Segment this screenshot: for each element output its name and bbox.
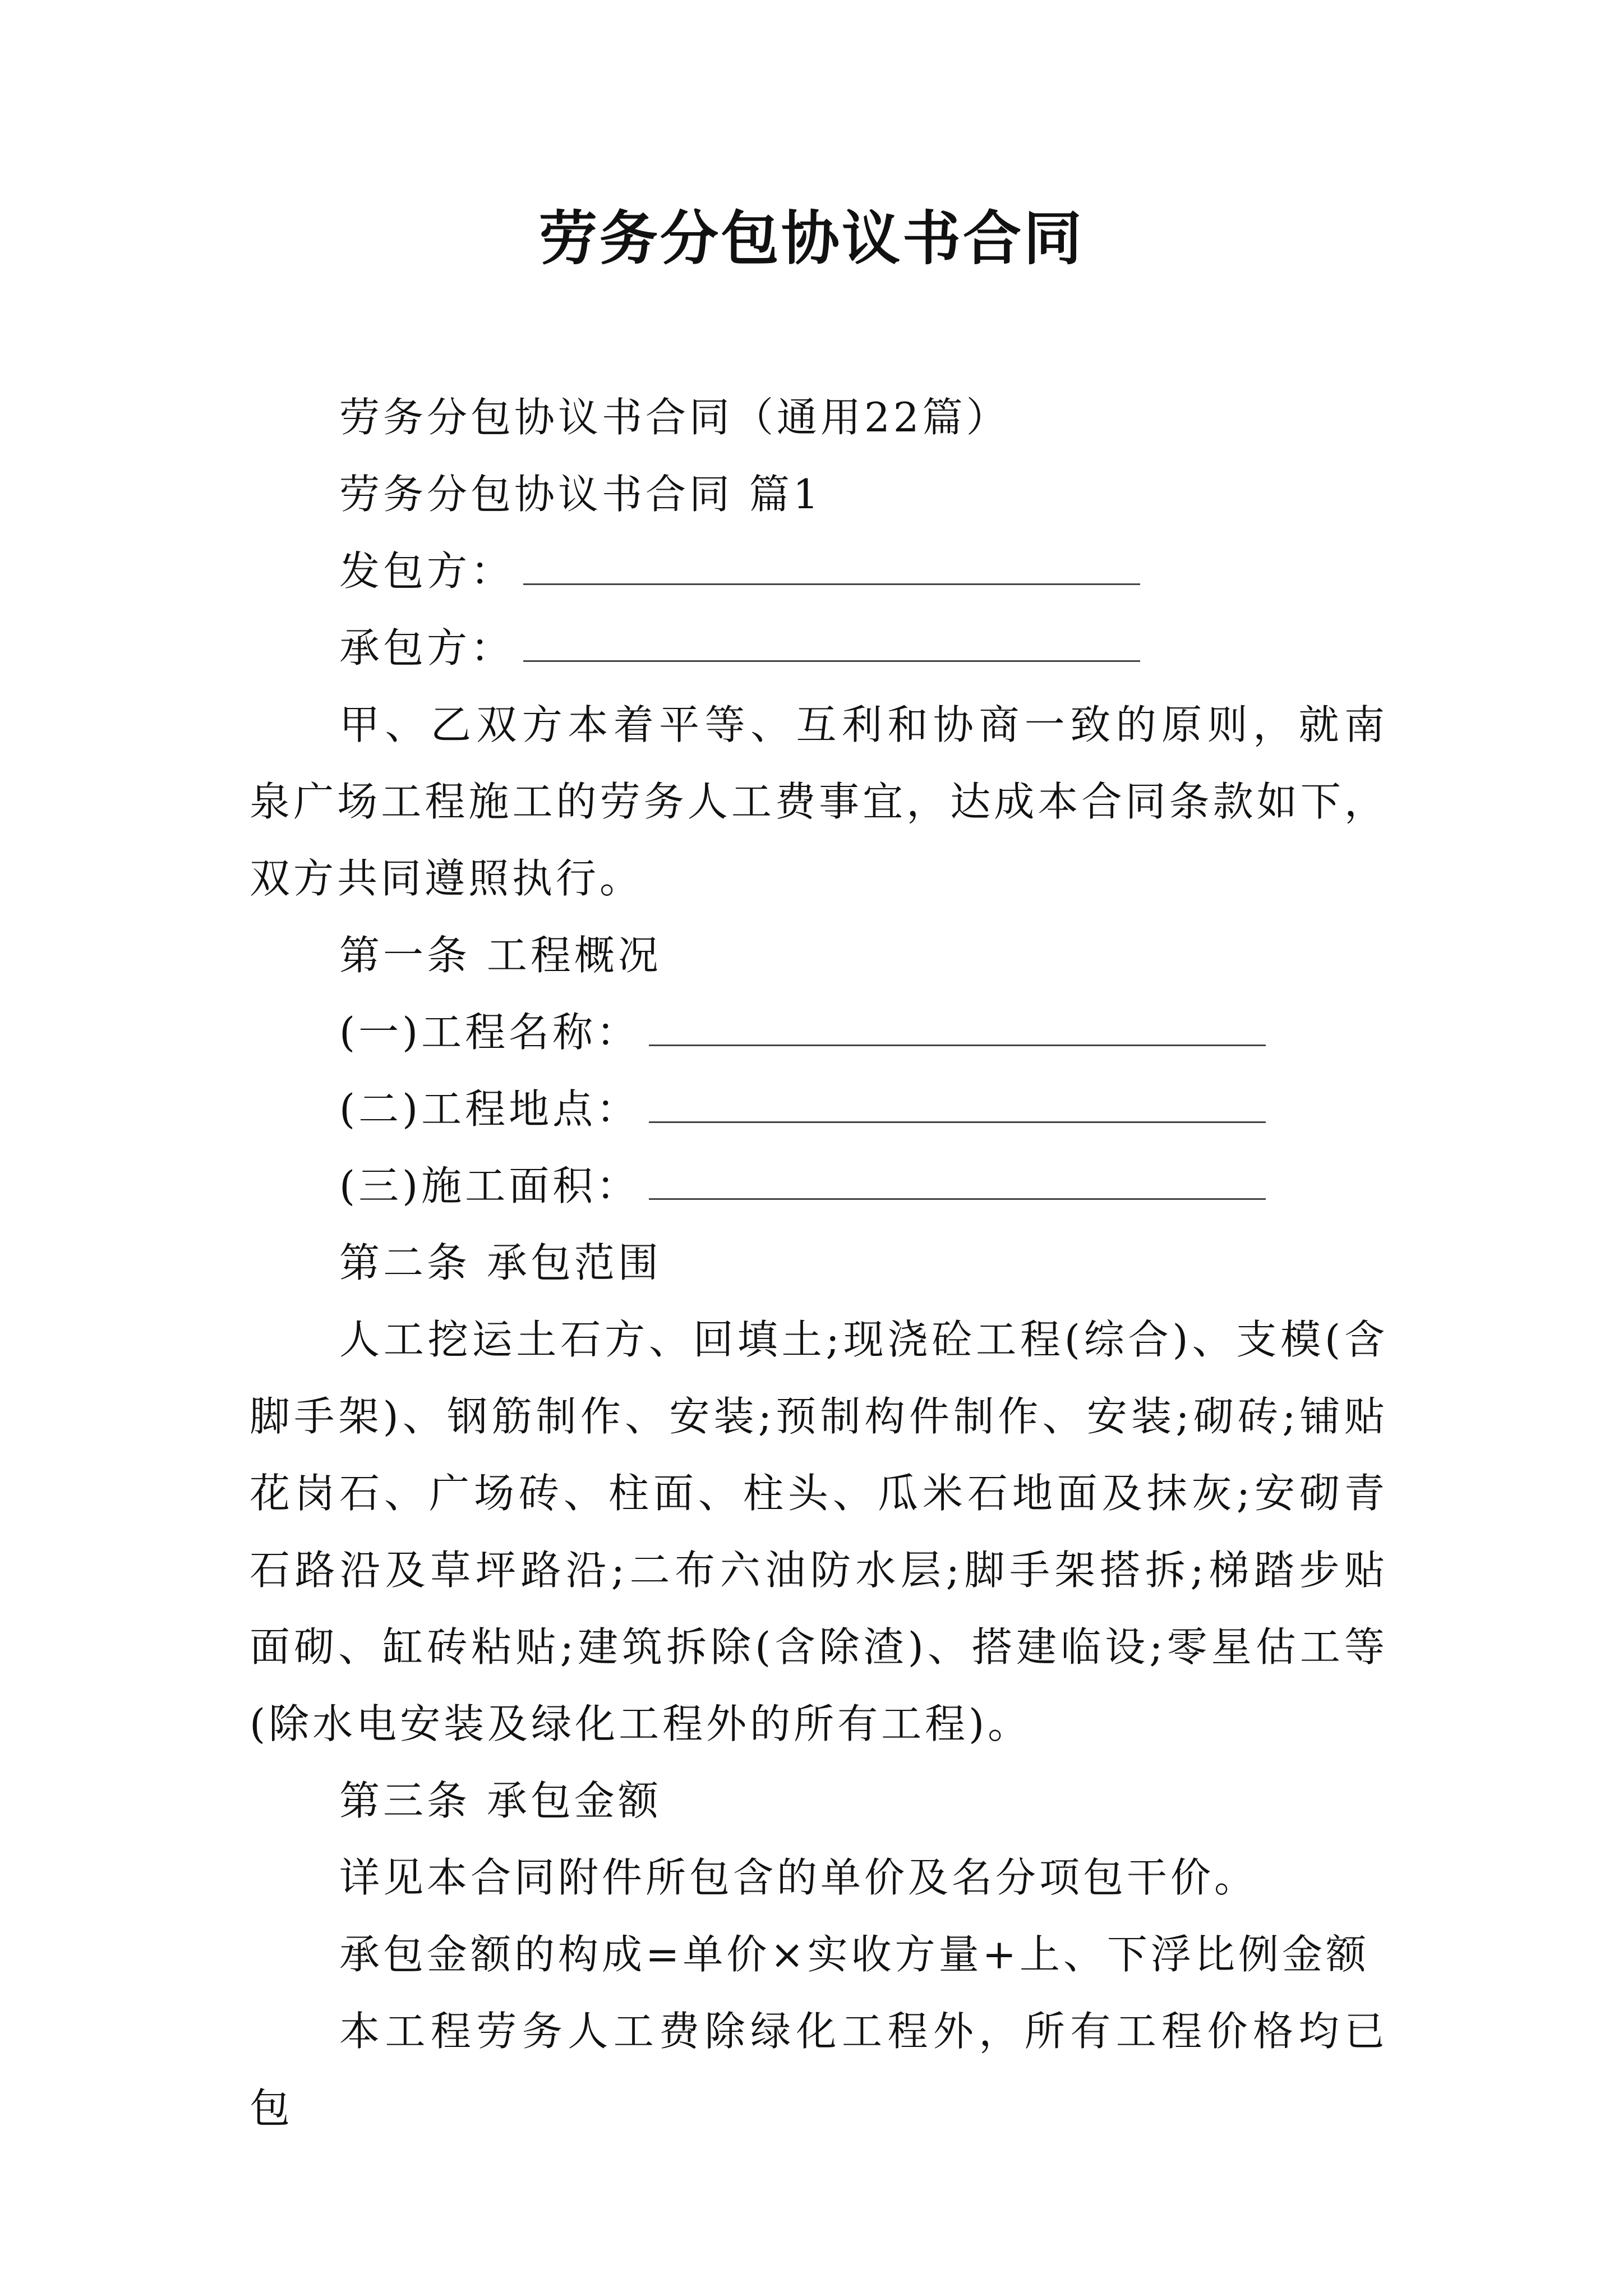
article-3-text: 第三条 承包金额: [339, 1777, 662, 1824]
article-1-text: 第一条 工程概况: [339, 932, 662, 979]
project-name-line: [250, 994, 1388, 1071]
party-a-label: 发包方：: [339, 547, 515, 595]
amount-text-2: 承包金额的构成=单价×实收方量+上、下浮比例金额: [339, 1931, 1370, 1978]
project-name-blank: [649, 1011, 1266, 1046]
construction-area-label: (三)施工面积：: [339, 1162, 640, 1209]
amount-paragraph-1: [250, 1839, 1388, 1916]
party-a-line: [250, 533, 1388, 610]
document-body: [250, 379, 1388, 2147]
project-name-label: (一)工程名称：: [339, 1009, 640, 1056]
project-location-line: [250, 1071, 1388, 1148]
subtitle: [250, 379, 1388, 456]
party-b-blank: [523, 627, 1140, 662]
article-3-heading: [250, 1763, 1388, 1839]
article-1-heading: [250, 917, 1388, 994]
construction-area-line: [250, 1148, 1388, 1225]
article-2-text: 第二条 承包范围: [339, 1239, 662, 1286]
scope-paragraph: [250, 1301, 1388, 1763]
amount-paragraph-2: [250, 1916, 1388, 1993]
project-location-label: (二)工程地点：: [339, 1085, 640, 1133]
party-a-blank: [523, 550, 1140, 585]
preamble-text: 甲、乙双方本着平等、互利和协商一致的原则，就南泉广场工程施工的劳务人工费事宜，达成本合同条款如下，双方共同遵照执行。: [250, 701, 1388, 902]
part-heading: [250, 456, 1388, 533]
party-b-label: 承包方：: [339, 624, 515, 671]
scope-text: 人工挖运土石方、回填土;现浇砼工程(综合)、支模(含脚手架)、钢筋制作、安装;预制构件制作、安装;砌砖;铺贴花岗石、广场砖、柱面、柱头、瓜米石地面及抹灰;安砌青石路沿及草坪路沿;二布六油防水层;脚手架搭拆;梯踏步贴面砌、缸砖粘贴;建筑拆除(含除渣)、搭建临设;零星估工等(除水电安装及绿化工程外的所有工程)。: [250, 1316, 1388, 1747]
document-title: 劳务分包协议书合同: [538, 204, 1084, 273]
amount-text-1: 详见本合同附件所包含的单价及名分项包干价。: [339, 1854, 1258, 1901]
part-heading-text: 劳务分包协议书合同 篇1: [339, 471, 822, 518]
construction-area-blank: [649, 1165, 1266, 1200]
preamble: [250, 687, 1388, 917]
subtitle-text: 劳务分包协议书合同（通用22篇）: [339, 394, 1010, 441]
amount-paragraph-3: [250, 1993, 1388, 2147]
party-b-line: [250, 610, 1388, 687]
amount-text-3: 本工程劳务人工费除绿化工程外，所有工程价格均已包: [250, 2008, 1388, 2132]
project-location-blank: [649, 1088, 1266, 1123]
article-2-heading: [250, 1225, 1388, 1301]
